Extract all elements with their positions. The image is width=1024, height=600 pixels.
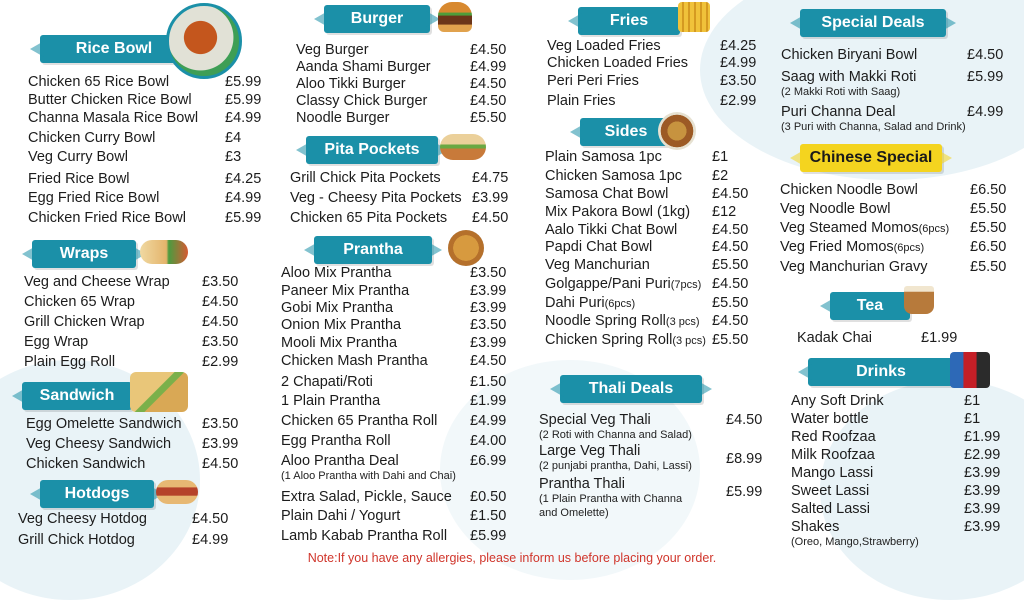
item-label: Puri Channa Deal xyxy=(781,104,896,120)
menu-item-name xyxy=(281,453,399,469)
menu-item-price: £4.99 xyxy=(720,55,757,71)
menu-item-name xyxy=(781,69,916,85)
menu-item-price: £4.25 xyxy=(225,171,262,187)
menu-item-price: £5.99 xyxy=(470,528,507,544)
menu-item-price: £3.99 xyxy=(964,519,1001,535)
menu-item-price: £2 xyxy=(712,168,729,184)
item-label: Lamb Kabab Prantha Roll xyxy=(281,528,448,544)
menu-item-price: £4.50 xyxy=(470,42,507,58)
menu-item-name xyxy=(545,257,650,273)
menu-item-name xyxy=(18,511,147,527)
menu-item-name xyxy=(281,508,400,524)
menu-item-price: £3.50 xyxy=(470,317,507,333)
item-label: Classy Chick Burger xyxy=(296,93,428,109)
item-label: Chicken 65 Rice Bowl xyxy=(28,74,170,90)
menu-item-price: £5.99 xyxy=(225,74,262,90)
menu-item-name xyxy=(290,170,441,186)
menu-item-price: £4.50 xyxy=(712,222,749,238)
menu-item-price: £4.50 xyxy=(470,76,507,92)
item-label: Veg Manchurian Gravy xyxy=(780,259,928,275)
menu-item-price: £1.50 xyxy=(470,508,507,524)
menu-item-name xyxy=(28,74,169,90)
menu-item-name xyxy=(791,411,869,427)
item-label: Shakes xyxy=(791,519,840,535)
item-label: 2 Chapati/Roti xyxy=(281,374,373,390)
menu-item-description: (2 punjabi prantha, Dahi, Lassi) xyxy=(539,460,692,472)
menu-item-price: £2.99 xyxy=(202,354,239,370)
menu-item-name xyxy=(24,314,145,330)
item-label: Chicken Loaded Fries xyxy=(547,55,689,71)
item-label: Veg Cheesy Hotdog xyxy=(18,511,147,527)
menu-item-price: £2.99 xyxy=(720,93,757,109)
menu-item-name xyxy=(290,190,462,206)
menu-item-name xyxy=(281,433,391,449)
menu-item-description: (2 Makki Roti with Saag) xyxy=(781,86,901,98)
menu-item-price: £4.99 xyxy=(470,413,507,429)
menu-item-price: £6.50 xyxy=(970,239,1007,255)
menu-item-price: £5.50 xyxy=(712,332,749,348)
menu-item-price: £5.99 xyxy=(726,484,763,500)
hotdogs-banner: Hotdogs xyxy=(40,480,154,508)
item-quantity: (6pcs) xyxy=(604,298,636,310)
menu-item-name xyxy=(780,220,949,236)
item-label: Any Soft Drink xyxy=(791,393,884,409)
item-label: Grill Chick Pita Pockets xyxy=(290,170,441,186)
menu-item-name xyxy=(290,210,447,226)
item-label: Chicken Fried Rice Bowl xyxy=(28,210,186,226)
menu-item-name xyxy=(281,283,409,299)
item-label: Kadak Chai xyxy=(797,330,872,346)
menu-item-name xyxy=(28,130,155,146)
menu-item-name xyxy=(24,294,135,310)
menu-item-name xyxy=(18,532,135,548)
menu-item-price: £6.50 xyxy=(970,182,1007,198)
menu-item-price: £2.99 xyxy=(964,447,1001,463)
menu-item-price: £3.99 xyxy=(470,300,507,316)
item-label: Chicken Mash Prantha xyxy=(281,353,428,369)
wrap-image xyxy=(140,240,188,264)
menu-item-name xyxy=(547,38,661,54)
menu-item-price: £4 xyxy=(225,130,242,146)
menu-item-price: £3.50 xyxy=(202,416,239,432)
menu-item-price: £4.99 xyxy=(967,104,1004,120)
menu-item-price: £3 xyxy=(225,149,242,165)
item-label: Papdi Chat Bowl xyxy=(545,239,653,255)
menu-item-price: £4.50 xyxy=(712,276,749,292)
item-label: Milk Roofzaa xyxy=(791,447,875,463)
sides-image xyxy=(658,112,696,150)
menu-item-name xyxy=(539,476,625,492)
item-label: Veg - Cheesy Pita Pockets xyxy=(290,190,462,206)
menu-item-name xyxy=(28,171,130,187)
menu-item-price: £3.99 xyxy=(964,501,1001,517)
menu-item-description: (Oreo, Mango,Strawberry) xyxy=(791,536,919,548)
hotdog-image xyxy=(156,480,198,504)
menu-item-price: £4.99 xyxy=(470,59,507,75)
wraps-banner: Wraps xyxy=(32,240,136,268)
item-label: Grill Chicken Wrap xyxy=(24,314,145,330)
item-label: Gobi Mix Prantha xyxy=(281,300,394,316)
menu-item-price: £3.99 xyxy=(470,335,507,351)
menu-item-name xyxy=(281,300,393,316)
menu-item-name xyxy=(281,335,397,351)
item-label: Prantha Thali xyxy=(539,476,625,492)
item-label: Mooli Mix Prantha xyxy=(281,335,398,351)
menu-item-name xyxy=(780,259,928,275)
menu-item-name xyxy=(28,190,159,206)
menu-item-price: £5.50 xyxy=(712,295,749,311)
item-label: Egg Fried Rice Bowl xyxy=(28,190,160,206)
menu-item-price: £5.99 xyxy=(225,210,262,226)
item-label: Channa Masala Rice Bowl xyxy=(28,110,199,126)
menu-item-name xyxy=(281,374,373,390)
menu-item-price: £3.50 xyxy=(202,334,239,350)
sandwich-image xyxy=(130,372,188,412)
menu-item-price: £1 xyxy=(964,393,981,409)
menu-item-price: £4.50 xyxy=(202,294,239,310)
menu-item-price: £3.99 xyxy=(472,190,509,206)
menu-item-name xyxy=(539,412,651,428)
menu-item-name xyxy=(296,59,431,75)
menu-item-price: £5.50 xyxy=(970,220,1007,236)
menu-item-price: £4.99 xyxy=(225,110,262,126)
item-quantity: (7pcs) xyxy=(670,279,702,291)
menu-item-price: £6.99 xyxy=(470,453,507,469)
menu-item-name xyxy=(791,465,873,481)
menu-item-name xyxy=(28,110,198,126)
item-label: Chicken Biryani Bowl xyxy=(781,47,918,63)
menu-item-name xyxy=(547,73,639,89)
item-label: 1 Plain Prantha xyxy=(281,393,381,409)
item-label: Chicken Curry Bowl xyxy=(28,130,156,146)
item-label: Egg Wrap xyxy=(24,334,89,350)
sandwich-banner: Sandwich xyxy=(22,382,132,410)
menu-item-name xyxy=(296,42,369,58)
menu-item-name xyxy=(545,204,690,220)
menu-item-name xyxy=(781,104,895,120)
item-label: Onion Mix Prantha xyxy=(281,317,402,333)
rice-bowl-image xyxy=(166,3,242,79)
menu-item-description: (2 Roti with Channa and Salad) xyxy=(539,429,692,441)
menu-item-price: £4.99 xyxy=(192,532,229,548)
item-label: Grill Chick Hotdog xyxy=(18,532,135,548)
burger-banner: Burger xyxy=(324,5,430,33)
item-quantity: (6pcs) xyxy=(918,223,950,235)
fries-banner: Fries xyxy=(578,7,680,35)
item-label: Chicken 65 Prantha Roll xyxy=(281,413,438,429)
menu-item-name xyxy=(545,239,652,255)
menu-item-price: £4.50 xyxy=(470,353,507,369)
item-label: Salted Lassi xyxy=(791,501,870,517)
menu-item-name xyxy=(281,317,401,333)
item-label: Plain Dahi / Yogurt xyxy=(281,508,401,524)
item-label: Samosa Chat Bowl xyxy=(545,186,669,202)
menu-item-price: £3.99 xyxy=(202,436,239,452)
burger-image xyxy=(438,2,472,32)
menu-item-price: £4.50 xyxy=(712,313,749,329)
item-label: Chicken 65 Wrap xyxy=(24,294,135,310)
item-label: Golgappe/Pani Puri xyxy=(545,276,671,292)
pita-pockets-banner: Pita Pockets xyxy=(306,136,438,164)
pita-image xyxy=(440,134,486,160)
menu-item-price: £4.75 xyxy=(472,170,509,186)
menu-item-name xyxy=(545,332,706,348)
item-quantity: (3 pcs) xyxy=(665,316,700,328)
tea-image xyxy=(904,286,934,314)
menu-item-price: £1 xyxy=(712,149,729,165)
special-deals-banner: Special Deals xyxy=(800,9,946,37)
menu-item-price: £4.99 xyxy=(225,190,262,206)
menu-item-price: £4.50 xyxy=(202,314,239,330)
menu-item-name xyxy=(28,210,186,226)
menu-item-price: £8.99 xyxy=(726,451,763,467)
item-label: Noodle Burger xyxy=(296,110,390,126)
menu-item-name xyxy=(547,93,616,109)
item-label: Butter Chicken Rice Bowl xyxy=(28,92,192,108)
item-label: Chicken Spring Roll xyxy=(545,332,673,348)
item-label: Dahi Puri xyxy=(545,295,605,311)
item-label: Aloo Tikki Burger xyxy=(296,76,406,92)
drinks-banner: Drinks xyxy=(808,358,954,386)
menu-item-name xyxy=(26,416,182,432)
menu-item-name xyxy=(780,182,918,198)
menu-item-price: £4.50 xyxy=(712,239,749,255)
menu-item-name xyxy=(791,429,876,445)
rice-bowl-banner: Rice Bowl xyxy=(40,35,188,63)
menu-item-price: £3.99 xyxy=(964,465,1001,481)
item-label: Peri Peri Fries xyxy=(547,73,639,89)
menu-item-price: £4.00 xyxy=(470,433,507,449)
menu-item-name xyxy=(26,436,171,452)
menu-item-price: £3.50 xyxy=(202,274,239,290)
menu-item-name xyxy=(791,519,839,535)
chinese-special-banner: Chinese Special xyxy=(800,144,942,172)
menu-item-price: £0.50 xyxy=(470,489,507,505)
menu-item-price: £3.50 xyxy=(470,265,507,281)
menu-item-price: £1.99 xyxy=(964,429,1001,445)
menu-item-price: £3.99 xyxy=(964,483,1001,499)
item-label: Veg Cheesy Sandwich xyxy=(26,436,172,452)
menu-item-name xyxy=(797,330,872,346)
menu-item-description: (3 Puri with Channa, Salad and Drink) xyxy=(781,121,966,133)
item-label: Fried Rice Bowl xyxy=(28,171,130,187)
menu-item-name xyxy=(281,489,452,505)
menu-item-name xyxy=(791,393,884,409)
menu-item-price: £5.50 xyxy=(970,259,1007,275)
menu-item-price: £5.99 xyxy=(225,92,262,108)
menu-item-price: £12 xyxy=(712,204,737,220)
menu-item-name xyxy=(281,393,380,409)
item-quantity: (3 pcs) xyxy=(672,335,706,347)
menu-item-name xyxy=(281,265,391,281)
item-label: Mix Pakora Bowl (1kg) xyxy=(545,204,691,220)
prantha-image xyxy=(448,230,484,266)
menu-item-name xyxy=(545,222,677,238)
item-label: Saag with Makki Roti xyxy=(781,69,917,85)
item-label: Sweet Lassi xyxy=(791,483,870,499)
menu-item-name xyxy=(545,168,682,184)
item-label: Veg Burger xyxy=(296,42,369,58)
menu-item-price: £4.50 xyxy=(192,511,229,527)
menu-item-name xyxy=(296,76,406,92)
menu-item-name xyxy=(545,276,701,292)
item-label: Veg and Cheese Wrap xyxy=(24,274,170,290)
menu-item-price: £5.50 xyxy=(470,110,507,126)
menu-item-price: £1.99 xyxy=(921,330,958,346)
item-label: Egg Prantha Roll xyxy=(281,433,391,449)
menu-item-price: £1.99 xyxy=(470,393,507,409)
menu-item-name xyxy=(545,186,668,202)
menu-item-name xyxy=(545,295,635,311)
item-label: Paneer Mix Prantha xyxy=(281,283,410,299)
menu-item-description: (1 Aloo Prantha with Dahi and Chai) xyxy=(281,470,456,482)
menu-item-name xyxy=(545,149,662,165)
thali-deals-banner: Thali Deals xyxy=(560,375,702,403)
allergy-note: Note:If you have any allergies, please inform us before placing your order. xyxy=(307,551,717,565)
item-label: Chicken Sandwich xyxy=(26,456,146,472)
menu-item-description: (1 Plain Prantha with Channa xyxy=(539,493,683,505)
item-label: Veg Loaded Fries xyxy=(547,38,661,54)
menu-item-price: £4.50 xyxy=(712,186,749,202)
menu-item-name xyxy=(780,201,890,217)
menu-item-name xyxy=(28,92,192,108)
menu-item-name xyxy=(281,413,437,429)
menu-item-price: £4.50 xyxy=(726,412,763,428)
item-label: Special Veg Thali xyxy=(539,412,651,428)
item-label: Mango Lassi xyxy=(791,465,874,481)
menu-item-name xyxy=(24,274,170,290)
item-quantity: (6pcs) xyxy=(893,242,925,254)
menu-item-name xyxy=(791,483,869,499)
menu-item-name xyxy=(781,47,917,63)
item-label: Chicken Noodle Bowl xyxy=(780,182,918,198)
drinks-image xyxy=(950,352,990,388)
item-label: Aloo Prantha Deal xyxy=(281,453,399,469)
item-label: Large Veg Thali xyxy=(539,443,641,459)
menu-item-price: £5.99 xyxy=(967,69,1004,85)
menu-item-price: £4.25 xyxy=(720,38,757,54)
menu-item-price: £4.50 xyxy=(967,47,1004,63)
item-label: Water bottle xyxy=(791,411,869,427)
menu-item-name xyxy=(547,55,688,71)
item-label: Aloo Mix Prantha xyxy=(281,265,392,281)
menu-item-price: £3.50 xyxy=(720,73,757,89)
menu-item-name xyxy=(296,93,427,109)
item-label: Red Roofzaa xyxy=(791,429,876,445)
menu-item-name xyxy=(24,354,115,370)
menu-item-name xyxy=(281,528,447,544)
item-label: Chicken Samosa 1pc xyxy=(545,168,683,184)
item-label: Veg Noodle Bowl xyxy=(780,201,891,217)
item-label: Veg Steamed Momos xyxy=(780,220,919,236)
menu-item-price: £4.50 xyxy=(470,93,507,109)
item-label: Veg Curry Bowl xyxy=(28,149,128,165)
menu-item-name xyxy=(24,334,88,350)
item-label: Veg Manchurian xyxy=(545,257,650,273)
menu-item-name xyxy=(28,149,128,165)
item-label: Noodle Spring Roll xyxy=(545,313,666,329)
menu-item-price: £4.50 xyxy=(472,210,509,226)
menu-item-price: £5.50 xyxy=(712,257,749,273)
menu-item-name xyxy=(539,443,640,459)
item-label: Plain Egg Roll xyxy=(24,354,116,370)
item-label: Extra Salad, Pickle, Sauce xyxy=(281,489,452,505)
menu-item-name xyxy=(281,353,428,369)
item-label: Chicken 65 Pita Pockets xyxy=(290,210,448,226)
menu-item-price: £1.50 xyxy=(470,374,507,390)
tea-banner: Tea xyxy=(830,292,910,320)
menu-item-name xyxy=(26,456,145,472)
menu-item-price: £4.50 xyxy=(202,456,239,472)
item-label: Aanda Shami Burger xyxy=(296,59,431,75)
fries-image xyxy=(678,2,710,32)
item-label: Plain Samosa 1pc xyxy=(545,149,662,165)
menu-item-name xyxy=(545,313,700,329)
menu-item-name xyxy=(780,239,924,255)
sides-banner: Sides xyxy=(580,118,672,146)
menu-item-name xyxy=(791,501,870,517)
item-label: Plain Fries xyxy=(547,93,616,109)
item-label: Veg Fried Momos xyxy=(780,239,894,255)
menu-item-name xyxy=(296,110,390,126)
menu-item-name xyxy=(791,447,875,463)
menu-item-price: £5.50 xyxy=(970,201,1007,217)
menu-item-price: £1 xyxy=(964,411,981,427)
item-label: Egg Omelette Sandwich xyxy=(26,416,182,432)
menu-item-description: and Omelette) xyxy=(539,507,609,519)
prantha-banner: Prantha xyxy=(314,236,432,264)
item-label: Aalo Tikki Chat Bowl xyxy=(545,222,678,238)
menu-item-price: £3.99 xyxy=(470,283,507,299)
